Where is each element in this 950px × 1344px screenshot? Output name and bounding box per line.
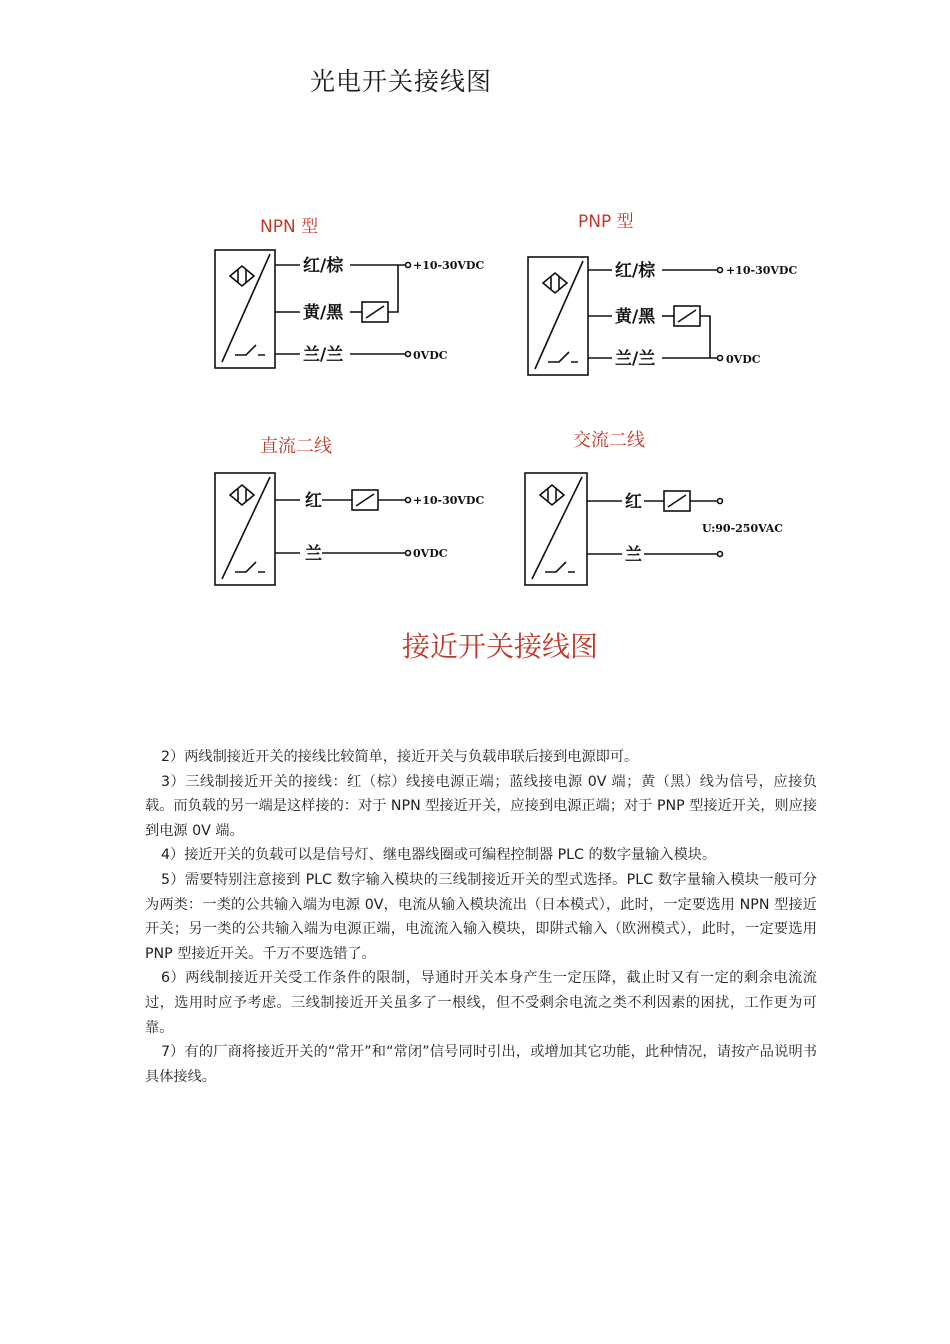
pnp-wire-yellow: 黄/黑 [615,307,656,327]
paragraph-5: 5）需要特别注意接到 PLC 数字输入模块的三线制接近开关的型式选择。PLC 数字量输入模块一般可分为两类：一类的公共输入端为电源 0V，电流从输入模块流出（日本模式），此时，一定要选用 NPN 型接近开关；另一类的公共输入端为电源正端，电流流入输入模块，即阱式输入（欧洲模式），此时，一定要选用 PNP 型接近开关。千万不要选错了。 [145,871,817,962]
ac2-sensor-icon [540,485,564,505]
paragraph-4: 4）接近开关的负载可以是信号灯、继电器线圈或可编程控制器 PLC 的数字量输入模块。 [161,847,717,864]
npn-wire-yellow: 黄/黑 [303,303,344,323]
npn-supply: +10-30VDC [413,259,485,272]
ac2-diagram [525,473,723,585]
npn-wire-blue: 兰/兰 [303,345,344,365]
dc2-wire-blue: 兰 [305,544,322,564]
dc2-wire-red: 红 [305,491,322,511]
wiring-diagram-figure [190,190,810,680]
dc2-sensor-icon [230,485,254,505]
paragraph-6: 6）两线制接近开关受工作条件的限制，导通时开关本身产生一定压降，截止时又有一定的剩余电流流过，选用时应予考虑。三线制接近开关虽多了一根线，但不受剩余电流之类不利因素的困扰，工作更为可靠。 [145,970,817,1036]
dc2-title: 直流二线 [260,436,332,457]
npn-wire-red: 红/棕 [303,256,344,276]
npn-title: NPN 型 [260,217,319,237]
pnp-wire-red: 红/棕 [615,261,656,281]
wiring-diagram [190,190,810,680]
dc2-diagram [215,473,411,585]
ac2-wire-blue: 兰 [625,545,642,565]
npn-zero: 0VDC [413,349,448,362]
pnp-supply: +10-30VDC [726,264,798,277]
paragraph-2: 2）两线制接近开关的接线比较简单，接近开关与负载串联后接到电源即可。 [161,749,639,765]
diagram-caption: 接近开关接线图 [402,630,599,663]
ac2-title: 交流二线 [573,430,645,451]
npn-sensor-icon [230,266,254,286]
body-text [145,745,817,1089]
dc2-zero: 0VDC [413,547,448,560]
ac2-wire-red: 红 [625,492,642,512]
page-title: 光电开关接线图 [310,67,493,96]
paragraph-3: 3）三线制接近开关的接线：红（棕）线接电源正端；蓝线接电源 0V 端；黄（黑）线为信号，应接负载。而负载的另一端是这样接的：对于 NPN 型接近开关，应接到电源正端；对于 PNP 型接近开关，则应接到电源 0V 端。 [145,773,817,839]
pnp-zero: 0VDC [726,353,761,366]
pnp-wire-blue: 兰/兰 [615,349,656,369]
dc2-supply: +10-30VDC [413,494,485,507]
ac2-voltage: U:90-250VAC [702,522,784,535]
paragraph-7: 7）有的厂商将接近开关的“常开”和“常闭”信号同时引出，或增加其它功能，此种情况，请按产品说明书具体接线。 [145,1044,817,1085]
pnp-sensor-icon [543,273,567,293]
pnp-title: PNP 型 [578,212,634,232]
